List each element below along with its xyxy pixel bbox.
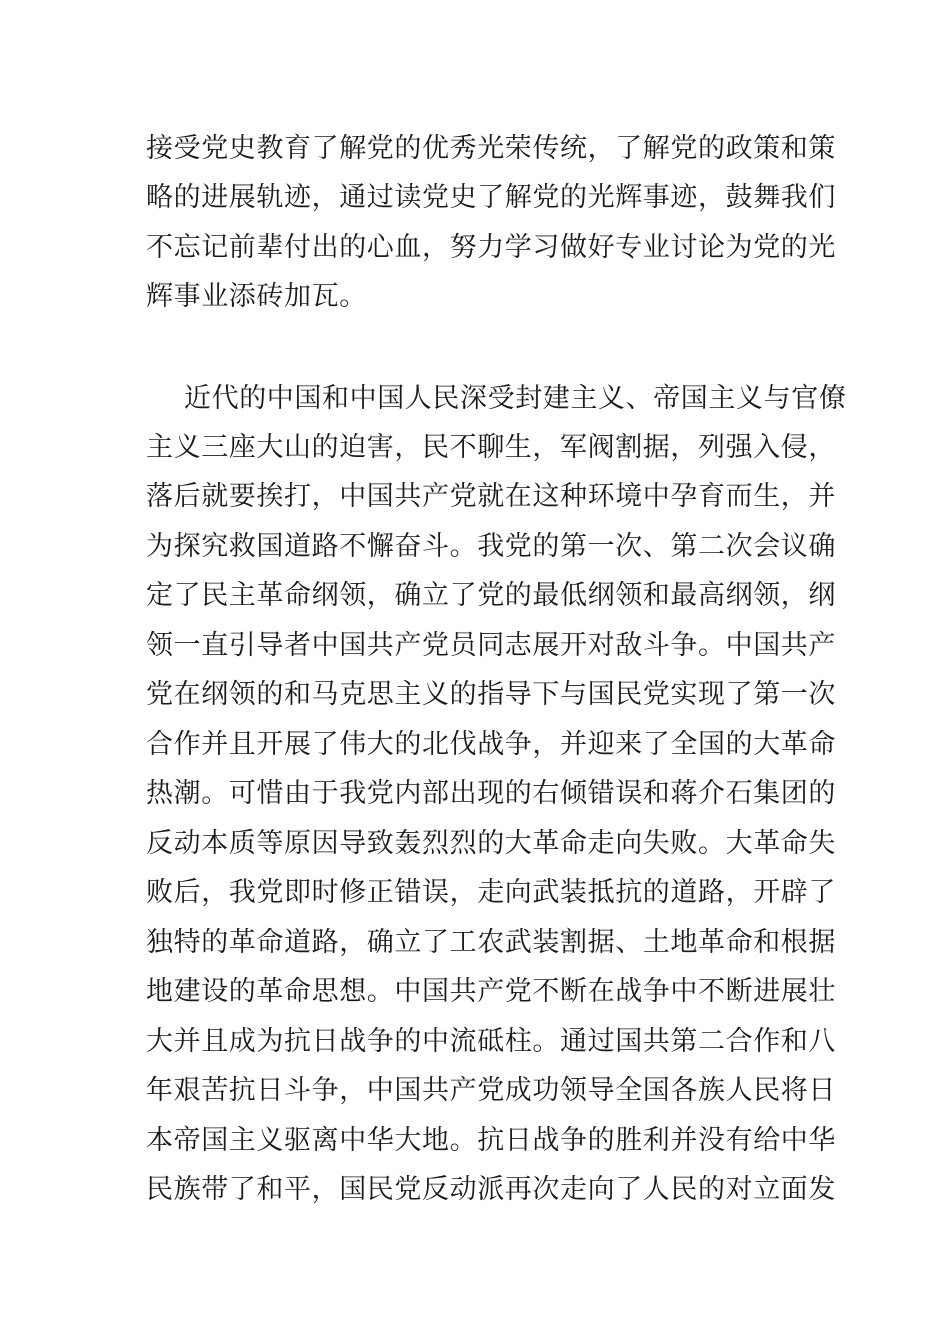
paragraph-2-line-14: 大并且成为抗日战争的中流砥柱。通过国共第二合作和八 (146, 1026, 836, 1057)
paragraph-1-line-4: 辉事业添砖加瓦。 (146, 281, 367, 312)
paragraph-2-line-1: 近代的中国和中国人民深受封建主义、帝国主义与官僚 (184, 383, 847, 414)
paragraph-2-line-3: 落后就要挨打，中国共产党就在这种环境中孕育而生，并 (146, 481, 836, 512)
paragraph-2-line-11: 败后，我党即时修正错误，走向武装抵抗的道路，开辟了 (146, 877, 836, 908)
paragraph-2-line-15: 年艰苦抗日斗争，中国共产党成功领导全国各族人民将日 (146, 1075, 836, 1106)
paragraph-2-line-7: 党在纲领的和马克思主义的指导下与国民党实现了第一次 (146, 679, 836, 710)
paragraph-2-line-17: 民族带了和平，国民党反动派再次走向了人民的对立面发 (146, 1174, 836, 1205)
paragraph-2-line-4: 为探究救国道路不懈奋斗。我党的第一次、第二次会议确 (146, 531, 836, 562)
paragraph-2-line-5: 定了民主革命纲领，确立了党的最低纲领和最高纲领，纲 (146, 580, 836, 611)
paragraph-2-line-16: 本帝国主义驱离中华大地。抗日战争的胜利并没有给中华 (146, 1125, 836, 1156)
paragraph-2-line-6: 领一直引导者中国共产党员同志展开对敌斗争。中国共产 (146, 630, 836, 661)
paragraph-1-line-3: 不忘记前辈付出的心血，努力学习做好专业讨论为党的光 (146, 232, 836, 263)
paragraph-1-line-2: 略的进展轨迹，通过读党史了解党的光辉事迹，鼓舞我们 (146, 182, 836, 213)
paragraph-2-line-13: 地建设的革命思想。中国共产党不断在战争中不断进展壮 (146, 976, 836, 1007)
paragraph-2-line-9: 热潮。可惜由于我党内部出现的右倾错误和蒋介石集团的 (146, 778, 836, 809)
paragraph-2-line-10: 反动本质等原因导致轰烈烈的大革命走向失败。大革命失 (146, 828, 836, 859)
paragraph-2-line-12: 独特的革命道路，确立了工农武装割据、土地革命和根据 (146, 927, 836, 958)
paragraph-1-line-1: 接受党史教育了解党的优秀光荣传统，了解党的政策和策 (146, 133, 836, 164)
paragraph-2-line-8: 合作并且开展了伟大的北伐战争，并迎来了全国的大革命 (146, 729, 836, 760)
paragraph-2-line-2: 主义三座大山的迫害，民不聊生，军阀割据，列强入侵， (146, 432, 836, 463)
